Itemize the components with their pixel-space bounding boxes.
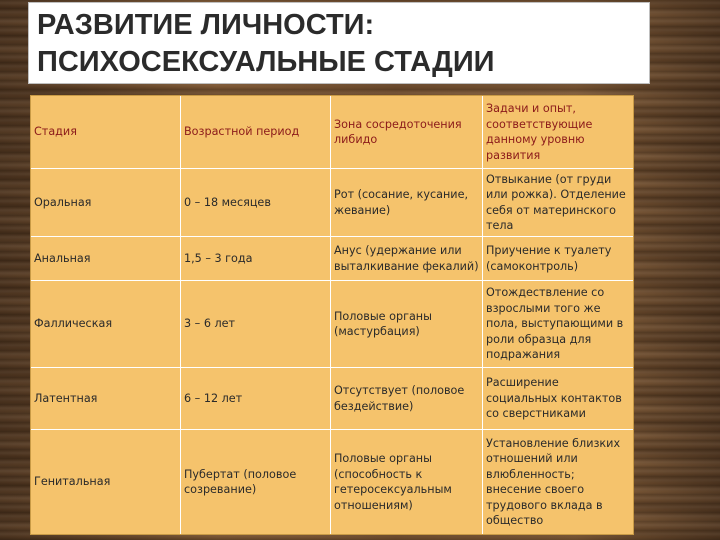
cell-stage: Оральная	[31, 169, 181, 236]
cell-zone: Половые органы (мастурбация)	[331, 281, 483, 367]
header-tasks: Задачи и опыт, соответствующие данному уровню развития	[486, 102, 593, 162]
cell-stage: Генитальная	[31, 430, 181, 534]
table-row	[31, 367, 633, 429]
cell-tasks: Приучение к туалету (самоконтроль)	[486, 244, 612, 273]
slide-title-line-2: ПСИХОСЕКСУАЛЬНЫЕ СТАДИИ	[37, 46, 495, 78]
cell-age: 3 – 6 лет	[181, 281, 331, 367]
table-row	[31, 280, 633, 367]
cell-zone: Отсутствует (половое бездействие)	[331, 368, 483, 429]
cell-stage: Фаллическая	[31, 281, 181, 367]
cell-tasks: Отождествление со взрослыми того же пола, выступающими в роли образца для подражания	[486, 286, 624, 362]
cell-age: 0 – 18 месяцев	[181, 169, 331, 236]
table-header-row	[31, 96, 633, 168]
slide-title-box	[28, 2, 650, 84]
cell-stage: Латентная	[31, 368, 181, 429]
cell-zone: Рот (сосание, кусание, жевание)	[331, 169, 483, 236]
header-age-period: Возрастной период	[181, 96, 331, 168]
table-row	[31, 429, 633, 534]
slide-title-line-1: РАЗВИТИЕ ЛИЧНОСТИ:	[37, 9, 375, 41]
stages-table	[30, 95, 634, 535]
cell-age: Пубертат (половое созревание)	[181, 430, 331, 534]
cell-age: 1,5 – 3 года	[181, 237, 331, 280]
header-libido-zone: Зона сосредоточения либидо	[331, 96, 483, 168]
cell-age: 6 – 12 лет	[181, 368, 331, 429]
cell-tasks: Расширение социальных контактов со сверстниками	[486, 376, 622, 421]
table-row	[31, 168, 633, 236]
header-stage: Стадия	[31, 96, 181, 168]
cell-zone: Половые органы (способность к гетеросексуальным отношениям)	[331, 430, 483, 534]
table-row	[31, 236, 633, 280]
cell-tasks: Установление близких отношений или влюбленность; внесение своего трудового вклада в общество	[486, 436, 621, 527]
cell-zone: Анус (удержание или выталкивание фекалий)	[331, 237, 483, 280]
cell-tasks: Отвыкание (от груди или рожка). Отделение себя от материнского тела	[486, 172, 626, 232]
cell-stage: Анальная	[31, 237, 181, 280]
